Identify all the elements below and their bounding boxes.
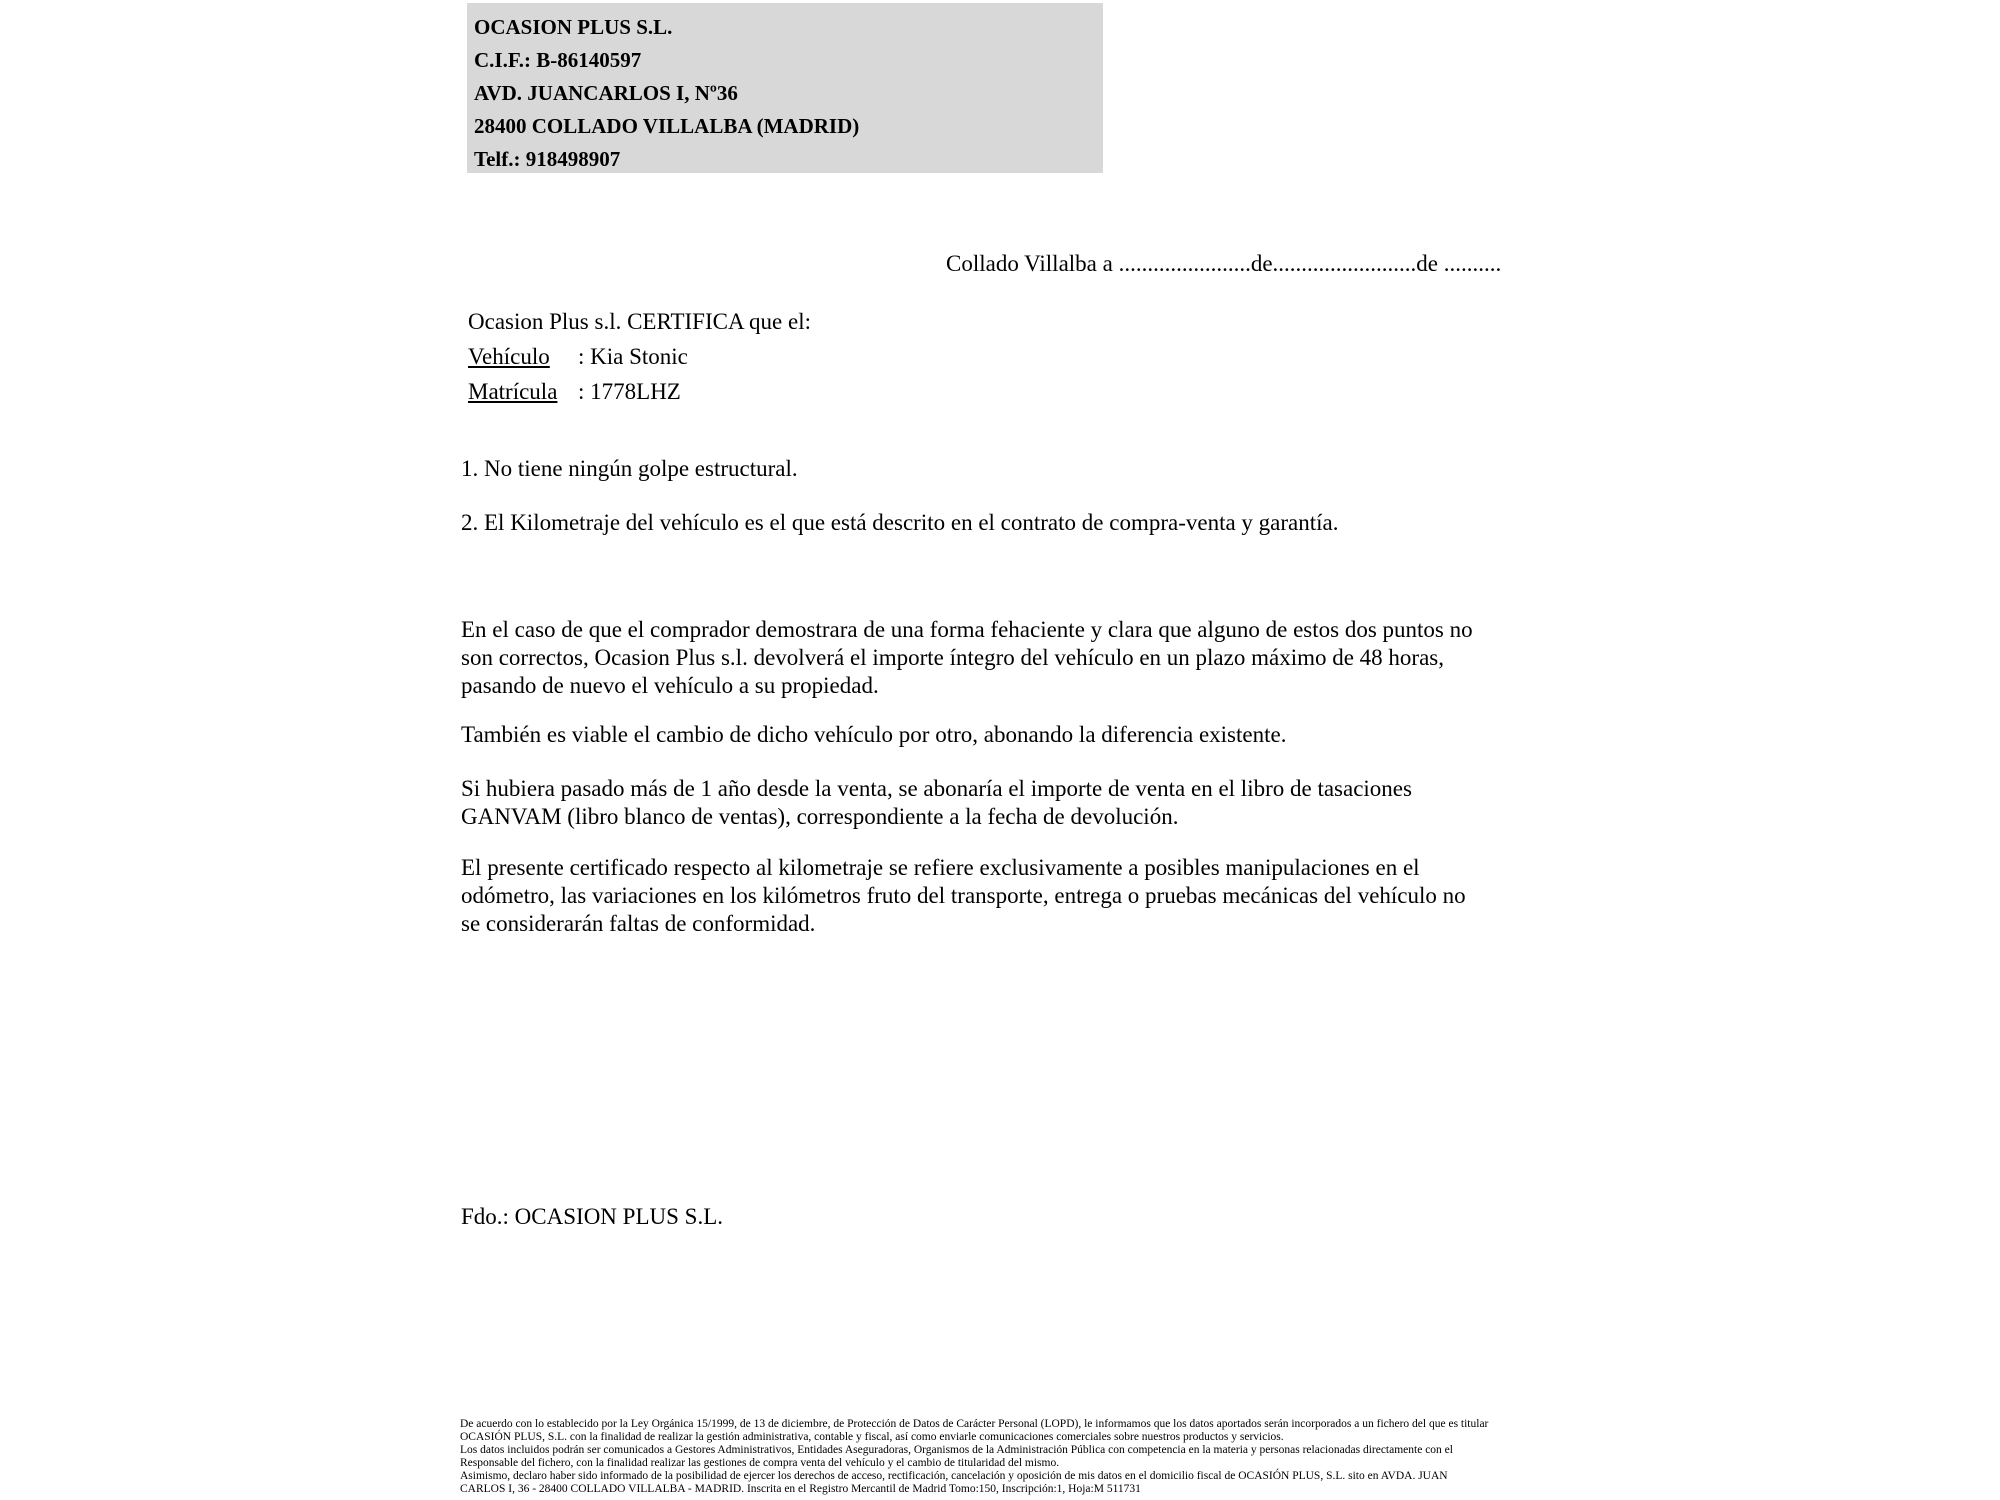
legal-footer bbox=[460, 1418, 1488, 1496]
paragraph-line: En el caso de que el comprador demostrara de una forma fehaciente y clara que alguno de estos dos puntos no bbox=[461, 617, 1473, 642]
vehicle-field bbox=[468, 339, 811, 374]
legal-line: OCASIÓN PLUS, S.L. con la finalidad de realizar la gestión administrativa, contable y fiscal, así como enviarle comunicaciones comerciales sobre nuestros productos y servicios. bbox=[460, 1431, 1284, 1443]
certification-intro: Ocasion Plus s.l. CERTIFICA que el: bbox=[468, 309, 811, 334]
legal-line: De acuerdo con lo establecido por la Ley Orgánica 15/1999, de 13 de diciembre, de Protección de Datos de Carácter Personal (LOPD), le informamos que los datos aportados serán incorporados a un fichero del que es titular bbox=[460, 1418, 1489, 1430]
paragraph-refund-guarantee bbox=[461, 616, 1473, 700]
paragraph-line: GANVAM (libro blanco de ventas), correspondiente a la fecha de devolución. bbox=[461, 804, 1179, 829]
legal-line: Asimismo, declaro haber sido informado de la posibilidad de ejercer los derechos de acceso, rectificación, cancelación y oposición de mis datos en el domicilio fiscal de OCASIÓN PLUS, S.L. sito en AVDA. JUAN bbox=[460, 1470, 1448, 1482]
paragraph-line: son correctos, Ocasion Plus s.l. devolverá el importe íntegro del vehículo en un plazo máximo de 48 horas, bbox=[461, 645, 1445, 670]
point-2-mileage: 2. El Kilometraje del vehículo es el que está descrito en el contrato de compra-venta y garantía. bbox=[461, 510, 1339, 535]
signature-line: Fdo.: OCASION PLUS S.L. bbox=[461, 1204, 723, 1229]
plate-value: : 1778LHZ bbox=[578, 379, 681, 404]
point-1-no-structural-damage: 1. No tiene ningún golpe estructural. bbox=[461, 456, 798, 481]
paragraph-line: También es viable el cambio de dicho vehículo por otro, abonando la diferencia existente. bbox=[461, 722, 1287, 747]
plate-label: Matrícula bbox=[468, 379, 558, 404]
legal-line: Los datos incluidos podrán ser comunicados a Gestores Administrativos, Entidades Aseguradoras, Organismos de la Administración Pública con competencia en la materia y personas relacionadas directamente con el bbox=[460, 1444, 1453, 1456]
paragraph-line: se considerarán faltas de conformidad. bbox=[461, 911, 816, 936]
legal-line: Responsable del fichero, con la finalidad realizar las gestiones de compra venta del vehículo y el cambio de titularidad del mismo. bbox=[460, 1457, 1060, 1469]
vehicle-value: : Kia Stonic bbox=[578, 344, 688, 369]
company-name: OCASION PLUS S.L. bbox=[474, 15, 673, 39]
date-place-line: Collado Villalba a .......................de.........................de .......... bbox=[946, 251, 1502, 276]
paragraph-line: pasando de nuevo el vehículo a su propiedad. bbox=[461, 673, 879, 698]
certification-block bbox=[468, 304, 811, 409]
paragraph-exchange bbox=[461, 721, 1286, 749]
company-phone: Telf.: 918498907 bbox=[474, 147, 621, 171]
legal-line: CARLOS I, 36 - 28400 COLLADO VILLALBA - MADRID. Inscrita en el Registro Mercantil de Madrid Tomo:150, Inscripción:1, Hoja:M 511731 bbox=[460, 1483, 1141, 1495]
paragraph-ganvam bbox=[461, 775, 1412, 831]
paragraph-line: Si hubiera pasado más de 1 año desde la venta, se abonaría el importe de venta en el libro de tasaciones bbox=[461, 776, 1412, 801]
plate-field bbox=[468, 374, 811, 409]
paragraph-line: odómetro, las variaciones en los kilómetros fruto del transporte, entrega o pruebas mecánicas del vehículo no bbox=[461, 883, 1466, 908]
company-cif: C.I.F.: B-86140597 bbox=[474, 48, 642, 72]
company-header-box bbox=[467, 3, 1103, 173]
paragraph-odometer-disclaimer bbox=[461, 854, 1466, 938]
company-address: AVD. JUANCARLOS I, Nº36 bbox=[474, 81, 738, 105]
company-city: 28400 COLLADO VILLALBA (MADRID) bbox=[474, 114, 860, 138]
paragraph-line: El presente certificado respecto al kilometraje se refiere exclusivamente a posibles manipulaciones en el bbox=[461, 855, 1420, 880]
vehicle-label: Vehículo bbox=[468, 344, 550, 369]
